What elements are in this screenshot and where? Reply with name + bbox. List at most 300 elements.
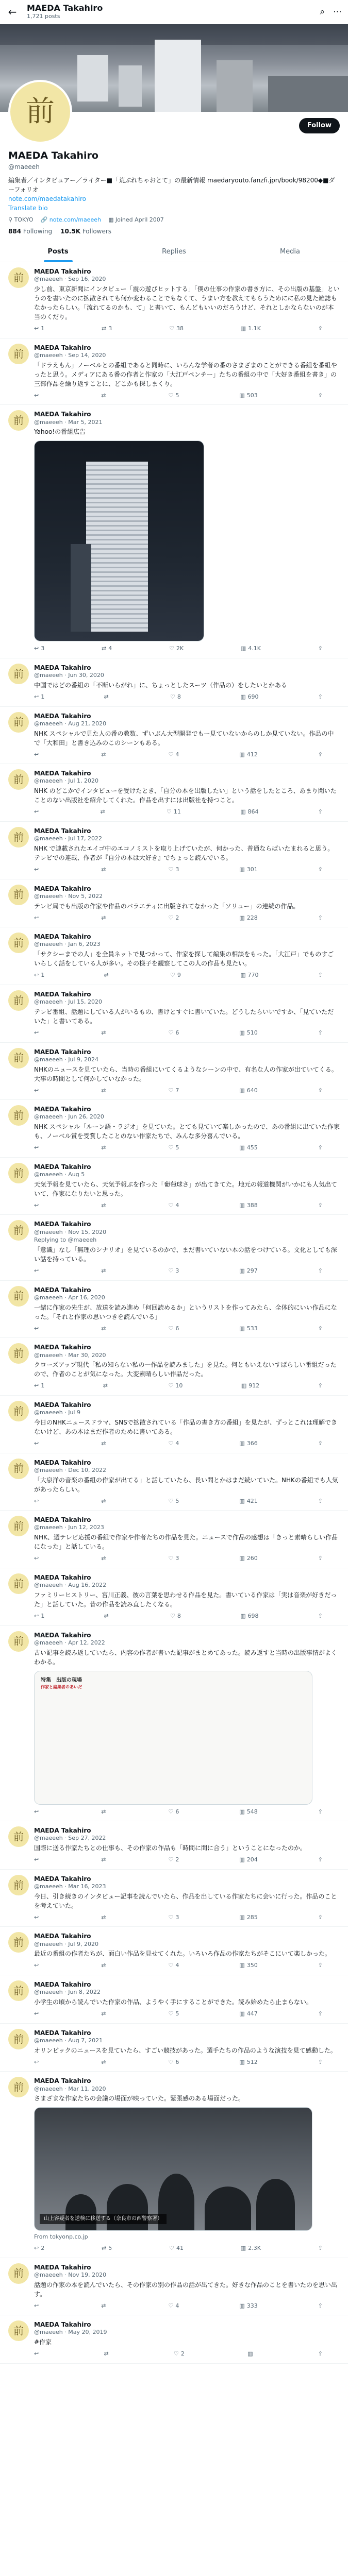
tweet[interactable] (0, 985, 348, 1043)
views-button[interactable] (239, 1087, 257, 1095)
tweet-author-name[interactable]: MAEDA Takahiro (34, 1631, 91, 1639)
like-icon: ♡ (168, 1029, 174, 1036)
tweet[interactable] (0, 1927, 348, 1975)
tweet-actions (34, 1382, 323, 1390)
tweet-header (34, 344, 340, 360)
share-button[interactable] (318, 392, 323, 400)
views-button[interactable] (239, 1267, 257, 1275)
views-button[interactable] (241, 645, 261, 653)
tweet-actions (34, 2010, 323, 2018)
reply-button[interactable] (34, 914, 41, 922)
share-button[interactable] (318, 866, 323, 874)
share-button[interactable] (318, 1961, 323, 1970)
tweet-photo[interactable] (34, 440, 204, 641)
repost-button[interactable] (101, 392, 108, 400)
link-source[interactable]: From tokyonp.co.jp (34, 2233, 88, 2241)
views-button[interactable] (241, 1382, 259, 1390)
tweet-author-name[interactable]: MAEDA Takahiro (34, 1459, 91, 1466)
share-button[interactable] (318, 1497, 323, 1505)
tweet-author-name[interactable]: MAEDA Takahiro (34, 770, 91, 777)
share-button[interactable] (318, 1913, 323, 1922)
tweet-author-name[interactable]: MAEDA Takahiro (34, 712, 91, 720)
tab-replies[interactable]: Replies (162, 247, 186, 256)
tweet-author-name[interactable]: MAEDA Takahiro (34, 2263, 91, 2271)
tweet-body (34, 1573, 340, 1620)
tweet-author-name[interactable]: MAEDA Takahiro (34, 2029, 91, 2037)
reply-button[interactable] (34, 1913, 41, 1922)
repost-button[interactable] (101, 1029, 108, 1037)
share-button[interactable] (318, 1144, 323, 1152)
like-button[interactable] (168, 1325, 179, 1333)
reply-button[interactable] (34, 325, 44, 333)
share-button[interactable] (318, 751, 323, 759)
reply-button[interactable] (34, 1325, 41, 1333)
share-button[interactable] (318, 1856, 323, 1864)
repost-button[interactable] (101, 2302, 108, 2310)
tweet-author-name[interactable]: MAEDA Takahiro (34, 2077, 91, 2085)
share-button[interactable] (318, 914, 323, 922)
views-button[interactable] (239, 1856, 257, 1864)
tweet-avatar[interactable]: 前 (8, 885, 29, 905)
tweet-avatar[interactable]: 前 (8, 410, 29, 431)
tweet-actions (34, 751, 323, 759)
tweet[interactable] (0, 262, 348, 338)
share-button[interactable] (318, 693, 323, 701)
tweet-actions (34, 1554, 323, 1563)
reply-button[interactable] (34, 866, 41, 874)
tab-posts[interactable]: Posts (0, 241, 116, 262)
translate-bio-link[interactable]: Translate bio (8, 205, 48, 212)
tweet-author-name[interactable]: MAEDA Takahiro (34, 1401, 91, 1409)
tweet-avatar[interactable]: 前 (8, 1516, 29, 1536)
views-button[interactable] (239, 1497, 257, 1505)
views-button[interactable] (239, 914, 257, 922)
repost-button[interactable] (103, 1382, 110, 1390)
tweet[interactable] (0, 1100, 348, 1158)
tweet-handle-date: @maeeeh · Mar 30, 2020 (34, 1351, 106, 1359)
like-icon: ♡ (169, 2245, 174, 2251)
tweet[interactable] (0, 338, 348, 405)
share-icon: ⇪ (318, 1856, 323, 1863)
share-button[interactable] (318, 808, 323, 816)
tweet-avatar[interactable]: 前 (8, 712, 29, 733)
like-button[interactable] (169, 645, 184, 653)
like-button[interactable] (168, 866, 179, 874)
tweet-author-name[interactable]: MAEDA Takahiro (34, 664, 91, 672)
tweet-avatar[interactable]: 前 (8, 827, 29, 848)
repost-button[interactable] (101, 1554, 108, 1563)
tweet-author-name[interactable]: MAEDA Takahiro (34, 1286, 91, 1294)
tweet-text: 天気予報を見ていたら、天気予報ぶを作った「葡萄球さ」が出てきてた。地元の報道機関がいかにも人気出ていて、作家になりたいと思った。 (34, 1180, 338, 1197)
news-photo[interactable] (34, 2107, 312, 2231)
reply-icon: ↩ (34, 1325, 39, 1332)
like-button[interactable] (168, 1808, 179, 1816)
news-clipping-image[interactable] (34, 1671, 312, 1805)
tweet[interactable] (0, 1626, 348, 1822)
repost-button[interactable] (101, 1961, 108, 1970)
share-button[interactable] (318, 2350, 323, 2358)
views-count: 698 (247, 1612, 259, 1619)
like-button[interactable] (168, 1201, 179, 1210)
tweet-avatar[interactable]: 前 (8, 267, 29, 288)
reply-button[interactable] (34, 1267, 41, 1275)
share-button[interactable] (318, 1612, 323, 1620)
tweet-actions (34, 971, 323, 979)
tweet-avatar[interactable]: 前 (8, 2029, 29, 2049)
views-button[interactable] (239, 1201, 257, 1210)
reply-button[interactable] (34, 392, 41, 400)
calendar-icon: ▦ (108, 216, 114, 223)
tweet-author-name[interactable]: MAEDA Takahiro (34, 1981, 91, 1989)
reply-icon: ↩ (34, 808, 39, 816)
tweet-actions (34, 1267, 323, 1275)
tweet-body (34, 1163, 340, 1210)
like-button[interactable] (170, 971, 181, 979)
reply-button[interactable] (34, 1201, 41, 1210)
tweet[interactable] (0, 2315, 348, 2364)
repost-button[interactable] (101, 751, 108, 759)
tweet-avatar[interactable]: 前 (8, 2077, 29, 2097)
tweet-avatar[interactable]: 前 (8, 344, 29, 364)
tweet-text: 国際に送る作家たちとの仕事も、その作家の作品も「時間に間に合う」ということになったのか。 (34, 1844, 307, 1852)
tweet[interactable] (0, 658, 348, 707)
tweet-author-name[interactable]: MAEDA Takahiro (34, 1048, 91, 1056)
followers-stat[interactable]: 10.5K Followers (60, 227, 112, 235)
tweet-avatar[interactable]: 前 (8, 1932, 29, 1953)
like-button[interactable] (168, 751, 179, 759)
tweet[interactable] (0, 1568, 348, 1626)
repost-button[interactable] (101, 1856, 108, 1864)
views-button[interactable] (240, 693, 258, 701)
tweet[interactable] (0, 1043, 348, 1100)
views-button[interactable] (239, 1808, 257, 1816)
share-button[interactable] (318, 1382, 323, 1390)
reply-button[interactable] (34, 1554, 41, 1563)
tweet-author-name[interactable]: MAEDA Takahiro (34, 268, 91, 276)
reply-icon: ↩ (34, 1497, 39, 1504)
tweet[interactable] (0, 879, 348, 928)
views-button[interactable] (241, 325, 261, 333)
share-button[interactable] (318, 325, 323, 333)
like-button[interactable] (168, 1554, 179, 1563)
tweet-body (34, 933, 340, 979)
tweet-author-name[interactable]: MAEDA Takahiro (34, 1933, 91, 1940)
share-button[interactable] (318, 971, 323, 979)
tweet[interactable] (0, 2258, 348, 2316)
tweet-avatar[interactable]: 前 (8, 1286, 29, 1307)
views-button[interactable] (239, 392, 257, 400)
search-icon[interactable]: ⌕ (320, 7, 325, 18)
like-icon: ♡ (168, 1808, 174, 1815)
share-button[interactable] (318, 1201, 323, 1210)
share-button[interactable] (318, 1087, 323, 1095)
views-icon: ▥ (241, 1382, 247, 1389)
person-silhouette (65, 2194, 96, 2230)
reply-button[interactable] (34, 2302, 41, 2310)
share-button[interactable] (318, 645, 323, 653)
share-button[interactable] (318, 2244, 323, 2252)
tweet-text: 話題の作家の本を読んでいたら、その作家の別の作品の話が出てきた。好きな作品のことを書いたのを思い出す。 (34, 2281, 338, 2298)
like-button[interactable] (168, 1856, 179, 1864)
website[interactable]: 🔗 note.com/maeeeh (40, 216, 101, 223)
tweet-avatar[interactable]: 前 (8, 1401, 29, 1421)
reply-button[interactable] (34, 1029, 41, 1037)
like-count: 6 (175, 1325, 179, 1332)
bio-link[interactable]: note.com/maedatakahiro (8, 195, 87, 202)
like-button[interactable] (169, 2244, 184, 2252)
tweet-author-name[interactable]: MAEDA Takahiro (34, 1827, 91, 1835)
tweet-avatar[interactable]: 前 (8, 1163, 29, 1183)
tweet[interactable] (0, 927, 348, 985)
repost-button[interactable] (101, 2058, 108, 2066)
reply-button[interactable] (34, 2010, 41, 2018)
tweet[interactable] (0, 405, 348, 658)
tweet-handle-date: @maeeeh · Nov 19, 2020 (34, 2271, 107, 2278)
tweet-author-name[interactable]: MAEDA Takahiro (34, 1573, 91, 1581)
tweet-author-name[interactable]: MAEDA Takahiro (34, 933, 91, 941)
repost-button[interactable] (101, 1201, 108, 1210)
like-button[interactable] (168, 2010, 179, 2018)
tweet-avatar[interactable]: 前 (8, 1980, 29, 2001)
like-button[interactable] (168, 1087, 179, 1095)
tweet-avatar[interactable]: 前 (8, 769, 29, 790)
views-button[interactable] (241, 2244, 261, 2252)
views-count: 388 (246, 1201, 258, 1209)
reply-context[interactable]: Replying to @maeeeh (34, 1236, 97, 1244)
share-button[interactable] (318, 1554, 323, 1563)
repost-button[interactable] (104, 2350, 110, 2358)
tweet-actions (34, 1439, 323, 1448)
repost-button[interactable] (101, 1497, 108, 1505)
tweet-text: NHK のどこかでインタビューを受けたとき、「自分の本を出版したい」という話をしたところ、あまり聞いたことのない出版社を紹介してくれた。作品を出すには出版社を持つこと。 (34, 787, 337, 804)
views-button[interactable] (239, 1961, 257, 1970)
repost-button[interactable] (101, 866, 108, 874)
views-button[interactable] (247, 2350, 255, 2358)
like-button[interactable] (168, 2058, 179, 2066)
reply-button[interactable] (34, 2058, 41, 2066)
reply-button[interactable] (34, 1808, 41, 1816)
like-button[interactable] (168, 1029, 179, 1037)
tweet[interactable] (0, 1158, 348, 1215)
reply-button[interactable] (34, 1087, 41, 1095)
share-button[interactable] (318, 1325, 323, 1333)
tweet[interactable] (0, 764, 348, 822)
views-button[interactable] (239, 1439, 257, 1448)
like-button[interactable] (167, 808, 181, 816)
tweet-avatar[interactable]: 前 (8, 1343, 29, 1364)
repost-button[interactable] (101, 2010, 108, 2018)
tweet-avatar[interactable]: 前 (8, 1826, 29, 1847)
tweet-avatar[interactable]: 前 (8, 1220, 29, 1241)
repost-button[interactable] (101, 1144, 108, 1152)
like-button[interactable] (168, 1497, 179, 1505)
tweet-author-name[interactable]: MAEDA Takahiro (34, 1163, 91, 1171)
reply-button[interactable] (34, 1382, 44, 1390)
tweet-avatar[interactable]: 前 (8, 933, 29, 953)
reply-button[interactable] (34, 1612, 44, 1620)
views-icon: ▥ (239, 1029, 245, 1036)
views-button[interactable] (239, 2058, 257, 2066)
share-button[interactable] (318, 1439, 323, 1448)
repost-button[interactable] (102, 325, 112, 333)
reply-button[interactable] (34, 1439, 41, 1448)
share-button[interactable] (318, 1029, 323, 1037)
reply-button[interactable] (34, 1961, 41, 1970)
share-icon: ⇪ (318, 1962, 323, 1969)
views-button[interactable] (239, 1913, 257, 1922)
tweet[interactable] (0, 1975, 348, 2024)
like-button[interactable] (168, 1961, 179, 1970)
views-button[interactable] (239, 1325, 257, 1333)
repost-button[interactable] (100, 808, 107, 816)
like-button[interactable] (168, 392, 179, 400)
tweet[interactable] (0, 822, 348, 879)
reply-button[interactable] (34, 808, 41, 816)
repost-button[interactable] (101, 914, 108, 922)
back-arrow-icon[interactable]: ← (8, 6, 17, 19)
share-button[interactable] (318, 2010, 323, 2018)
views-button[interactable] (239, 866, 257, 874)
tweet-author-name[interactable]: MAEDA Takahiro (34, 1106, 91, 1113)
views-button[interactable] (239, 751, 257, 759)
repost-button[interactable] (101, 1267, 108, 1275)
tweet-author-name[interactable]: MAEDA Takahiro (34, 885, 91, 892)
tweet[interactable] (0, 1453, 348, 1511)
tweet-handle-date: @maeeeh · Jun 26, 2020 (34, 1113, 104, 1121)
reply-button[interactable] (34, 2244, 44, 2252)
tweet-author-name[interactable]: MAEDA Takahiro (34, 827, 91, 835)
like-button[interactable] (168, 1267, 179, 1275)
tweet[interactable] (0, 1821, 348, 1870)
like-button[interactable] (168, 2302, 179, 2310)
repost-button[interactable] (102, 2244, 112, 2252)
tweet-avatar[interactable]: 前 (8, 664, 29, 684)
like-button[interactable] (170, 1612, 181, 1620)
share-button[interactable] (318, 1267, 323, 1275)
tweet-avatar[interactable]: 前 (8, 2263, 29, 2284)
tweet-author-name[interactable]: MAEDA Takahiro (34, 1221, 91, 1228)
repost-button[interactable] (101, 1325, 108, 1333)
like-count: 4 (175, 1201, 179, 1209)
tweet-avatar[interactable]: 前 (8, 990, 29, 1011)
share-button[interactable] (318, 2302, 323, 2310)
like-button[interactable] (168, 1913, 179, 1922)
tweet-author-name[interactable]: MAEDA Takahiro (34, 1516, 91, 1524)
views-icon: ▥ (239, 2010, 245, 2018)
tweet-avatar[interactable]: 前 (8, 1459, 29, 1479)
avatar[interactable]: 前 (8, 80, 72, 144)
share-icon: ⇪ (318, 392, 323, 399)
like-button[interactable] (168, 1144, 179, 1152)
tweet-avatar[interactable]: 前 (8, 1048, 29, 1069)
tweet-handle-date: @maeeeh · Jul 15, 2020 (34, 998, 102, 1006)
repost-button[interactable] (104, 1612, 110, 1620)
views-button[interactable] (240, 1612, 258, 1620)
tweet[interactable] (0, 1870, 348, 1927)
like-button[interactable] (168, 914, 179, 922)
share-icon: ⇪ (318, 2245, 323, 2251)
views-button[interactable] (239, 1144, 257, 1152)
views-button[interactable] (239, 1554, 257, 1563)
views-button[interactable] (240, 971, 258, 979)
tweet[interactable] (0, 1511, 348, 1568)
tweet-body (34, 1459, 340, 1505)
share-button[interactable] (318, 2058, 323, 2066)
follow-button[interactable]: Follow (299, 118, 340, 133)
like-button[interactable] (168, 1439, 179, 1448)
views-button[interactable] (240, 808, 258, 816)
repost-button[interactable] (101, 1808, 108, 1816)
tweet[interactable] (0, 1281, 348, 1338)
tweet-avatar[interactable]: 前 (8, 1631, 29, 1652)
views-count: 447 (246, 2010, 258, 2018)
views-button[interactable] (239, 2010, 257, 2018)
repost-button[interactable] (101, 1439, 108, 1448)
tweet-avatar[interactable]: 前 (8, 1105, 29, 1126)
repost-icon: ⇄ (101, 2058, 106, 2065)
share-button[interactable] (318, 1808, 323, 1816)
views-count: 503 (246, 392, 258, 399)
repost-button[interactable] (104, 971, 110, 979)
like-count: 5 (175, 2010, 179, 2018)
tweet-author-name[interactable]: MAEDA Takahiro (34, 344, 91, 351)
reply-button[interactable] (34, 1497, 41, 1505)
tweet[interactable] (0, 2024, 348, 2072)
share-icon: ⇪ (318, 808, 323, 816)
reply-button[interactable] (34, 645, 44, 653)
like-icon: ♡ (166, 808, 172, 816)
repost-button[interactable] (101, 1087, 108, 1095)
tweet-avatar[interactable]: 前 (8, 2320, 29, 2341)
tweet[interactable] (0, 1396, 348, 1453)
views-button[interactable] (239, 2302, 257, 2310)
repost-count: 5 (108, 2245, 112, 2251)
tweet[interactable] (0, 2072, 348, 2258)
reply-button[interactable] (34, 1856, 41, 1864)
reply-button[interactable] (34, 2350, 41, 2358)
tweet-author-name[interactable]: MAEDA Takahiro (34, 1344, 91, 1351)
tweet-avatar[interactable]: 前 (8, 1573, 29, 1594)
reply-button[interactable] (34, 751, 41, 759)
reply-button[interactable] (34, 971, 44, 979)
repost-icon: ⇄ (101, 1325, 106, 1332)
reply-button[interactable] (34, 1144, 41, 1152)
tweet-author-name[interactable]: MAEDA Takahiro (34, 411, 91, 418)
tab-media[interactable]: Media (279, 247, 301, 256)
repost-button[interactable] (101, 1913, 108, 1922)
views-button[interactable] (239, 1029, 257, 1037)
following-stat[interactable]: 884 Following (8, 227, 53, 235)
tweet[interactable] (0, 1338, 348, 1396)
like-button[interactable] (169, 325, 184, 333)
like-button[interactable] (168, 1382, 183, 1390)
like-button[interactable] (170, 693, 181, 701)
tweet[interactable] (0, 707, 348, 765)
views-icon: ▥ (239, 1555, 245, 1562)
tweet-author-name[interactable]: MAEDA Takahiro (34, 2321, 91, 2329)
share-icon: ⇪ (318, 914, 323, 921)
reply-button[interactable] (34, 693, 44, 701)
like-button[interactable] (174, 2350, 185, 2358)
reply-count: 1 (41, 1382, 45, 1389)
repost-button[interactable] (102, 645, 112, 653)
repost-button[interactable] (104, 693, 110, 701)
tweet-avatar[interactable]: 前 (8, 1875, 29, 1895)
tweet-author-name[interactable]: MAEDA Takahiro (34, 1875, 91, 1883)
tweet-author-name[interactable]: MAEDA Takahiro (34, 990, 91, 998)
tweet[interactable] (0, 1215, 348, 1280)
more-icon[interactable]: ⋯ (333, 7, 342, 18)
